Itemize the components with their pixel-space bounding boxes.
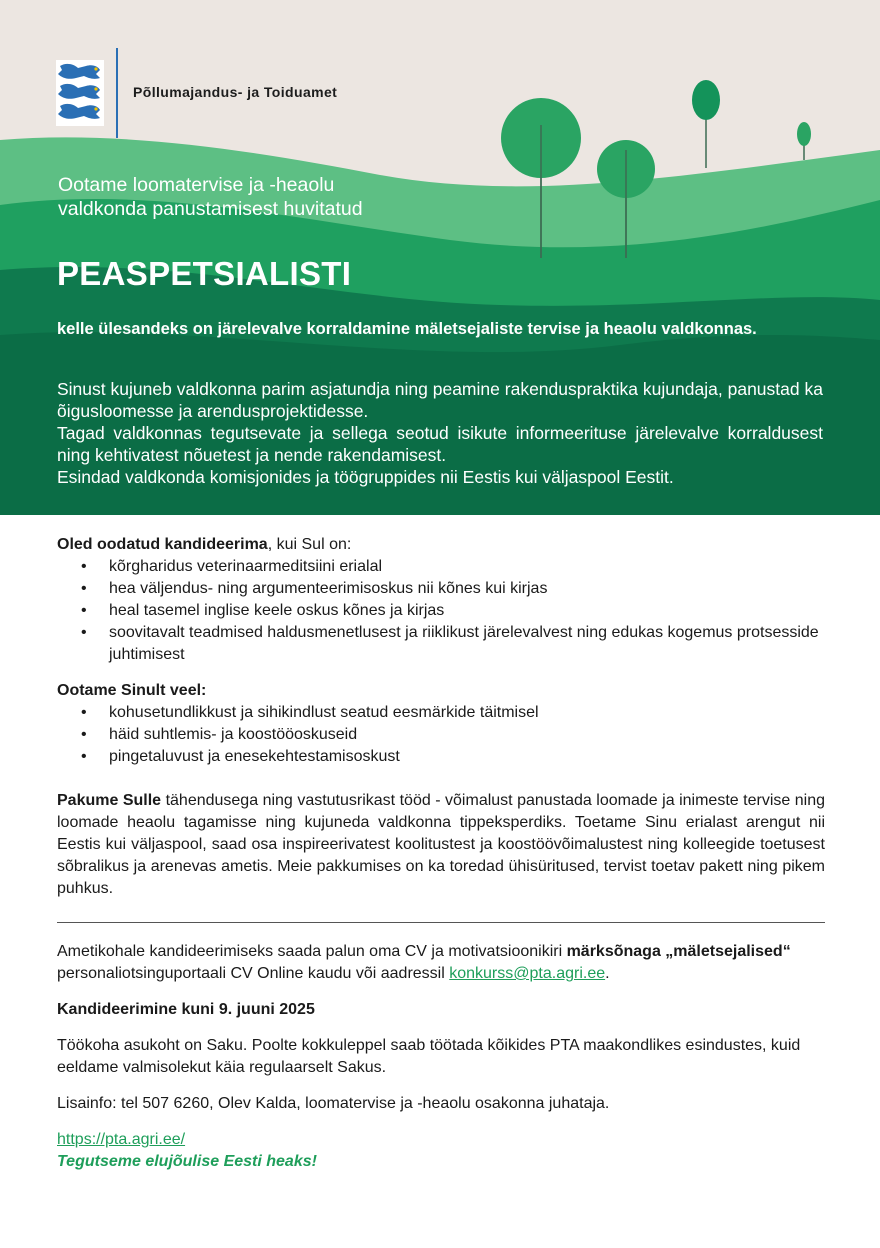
offer-bold: Pakume Sulle [57, 792, 162, 809]
offer-text: tähendusega ning vastutusrikast tööd - võimalust panustada loomade ja inimeste tervise ning loomade heaolu tagamisse ning kujuneda valdkonna tippeksperdiks. Toetame Sinu erialast arengut nii Eestis kui väljaspool, saad osa inspireerivatest koolitustest ja koostöövõimalustest ning kolleegide toetusest sõbralikus ja arenevas ametis. Meie pakkumises on ka toredad ühisüritused, tervist toetav pakett ning pikem puhkus. [57, 792, 826, 897]
requirements-heading-rest: , kui Sul on: [267, 536, 352, 553]
header-band [0, 0, 880, 515]
job-title: PEASPETSIALISTI [57, 255, 352, 292]
list-item: • heal tasemel inglise keele oskus kõnes ja kirjas [109, 600, 825, 622]
application-paragraph [57, 941, 825, 985]
description-paragraph: Sinust kujuneb valdkonna parim asjatundja ning peamine rakenduspraktika kujundaja, panustad ka õigusloomesse ja arendusprojektidesse. [57, 379, 823, 421]
main-content [57, 534, 825, 1173]
application-text-2: personaliotsinguportaali CV Online kaudu või aadressil [57, 965, 450, 982]
requirements-list [57, 556, 825, 666]
job-description [57, 378, 823, 488]
location-text: Töökoha asukoht on Saku. Poolte kokkuleppel saab töötada kõikides PTA maakondlikes esindustes, kuid eeldame valmisolekut käia regulaarselt Sakus. [57, 1037, 801, 1076]
offer-paragraph [57, 790, 825, 900]
email-link[interactable]: konkurss@pta.agri.ee [449, 965, 606, 982]
logo-divider [116, 48, 118, 138]
agency-name: Põllumajandus- ja Toiduamet [133, 84, 338, 100]
intro-text [58, 173, 478, 221]
intro-line-1: Ootame loomatervise ja -heaolu [58, 174, 335, 196]
list-item: • pingetaluvust ja enesekehtestamisoskust [109, 746, 825, 768]
section-divider [57, 922, 825, 923]
coat-of-arms-logo-icon [56, 60, 104, 126]
expectations-list [57, 702, 825, 768]
list-item: • häid suhtlemis- ja koostööoskuseid [109, 724, 825, 746]
tree-tall-icon [692, 80, 720, 168]
contact-text: Lisainfo: tel 507 6260, Olev Kalda, loomatervise ja -heaolu osakonna juhataja. [57, 1095, 610, 1112]
application-text: Ametikohale kandideerimiseks saada palun oma CV ja motivatsioonikiri [57, 943, 567, 960]
requirements-heading [57, 534, 825, 556]
list-item: • hea väljendus- ning argumenteerimisoskus nii kõnes kui kirjas [109, 578, 825, 600]
tree-small-icon [797, 122, 811, 160]
job-subtitle: kelle ülesandeks on järelevalve korraldamine mäletsejaliste tervise ja heaolu valdkonnas. [57, 320, 757, 338]
website-link-row [57, 1129, 825, 1151]
intro-line-2: valdkonda panustamisest huvitatud [58, 198, 363, 220]
keyword: „mäletsejalised“ [665, 943, 791, 960]
description-paragraph: Esindad valdkonda komisjonides ja töögruppides nii Eestis kui väljaspool Eestit. [57, 467, 674, 487]
description-paragraph: Tagad valdkonnas tegutsevate ja sellega seotud isikute informeerituse järelevalve korraldusest ning kehtivatest nõuetest ja nende rakendamisest. [57, 423, 823, 465]
deadline: Kandideerimine kuni 9. juuni 2025 [57, 1001, 315, 1018]
slogan: Tegutseme elujõulise Eesti heaks! [57, 1153, 317, 1170]
website-link[interactable]: https://pta.agri.ee/ [57, 1131, 186, 1148]
requirements-heading-bold: Oled oodatud kandideerima [57, 536, 268, 553]
expectations-heading: Ootame Sinult veel: [57, 682, 207, 699]
application-text-3: . [605, 965, 610, 982]
list-item: • kõrgharidus veterinaarmeditsiini erialal [109, 556, 825, 578]
list-item: • soovitavalt teadmised haldusmenetlusest ja riiklikust järelevalvest ning edukas kogemus protsesside juhtimisest [109, 622, 825, 666]
keyword-label: märksõnaga [566, 943, 661, 960]
list-item: • kohusetundlikkust ja sihikindlust seatud eesmärkide täitmisel [109, 702, 825, 724]
